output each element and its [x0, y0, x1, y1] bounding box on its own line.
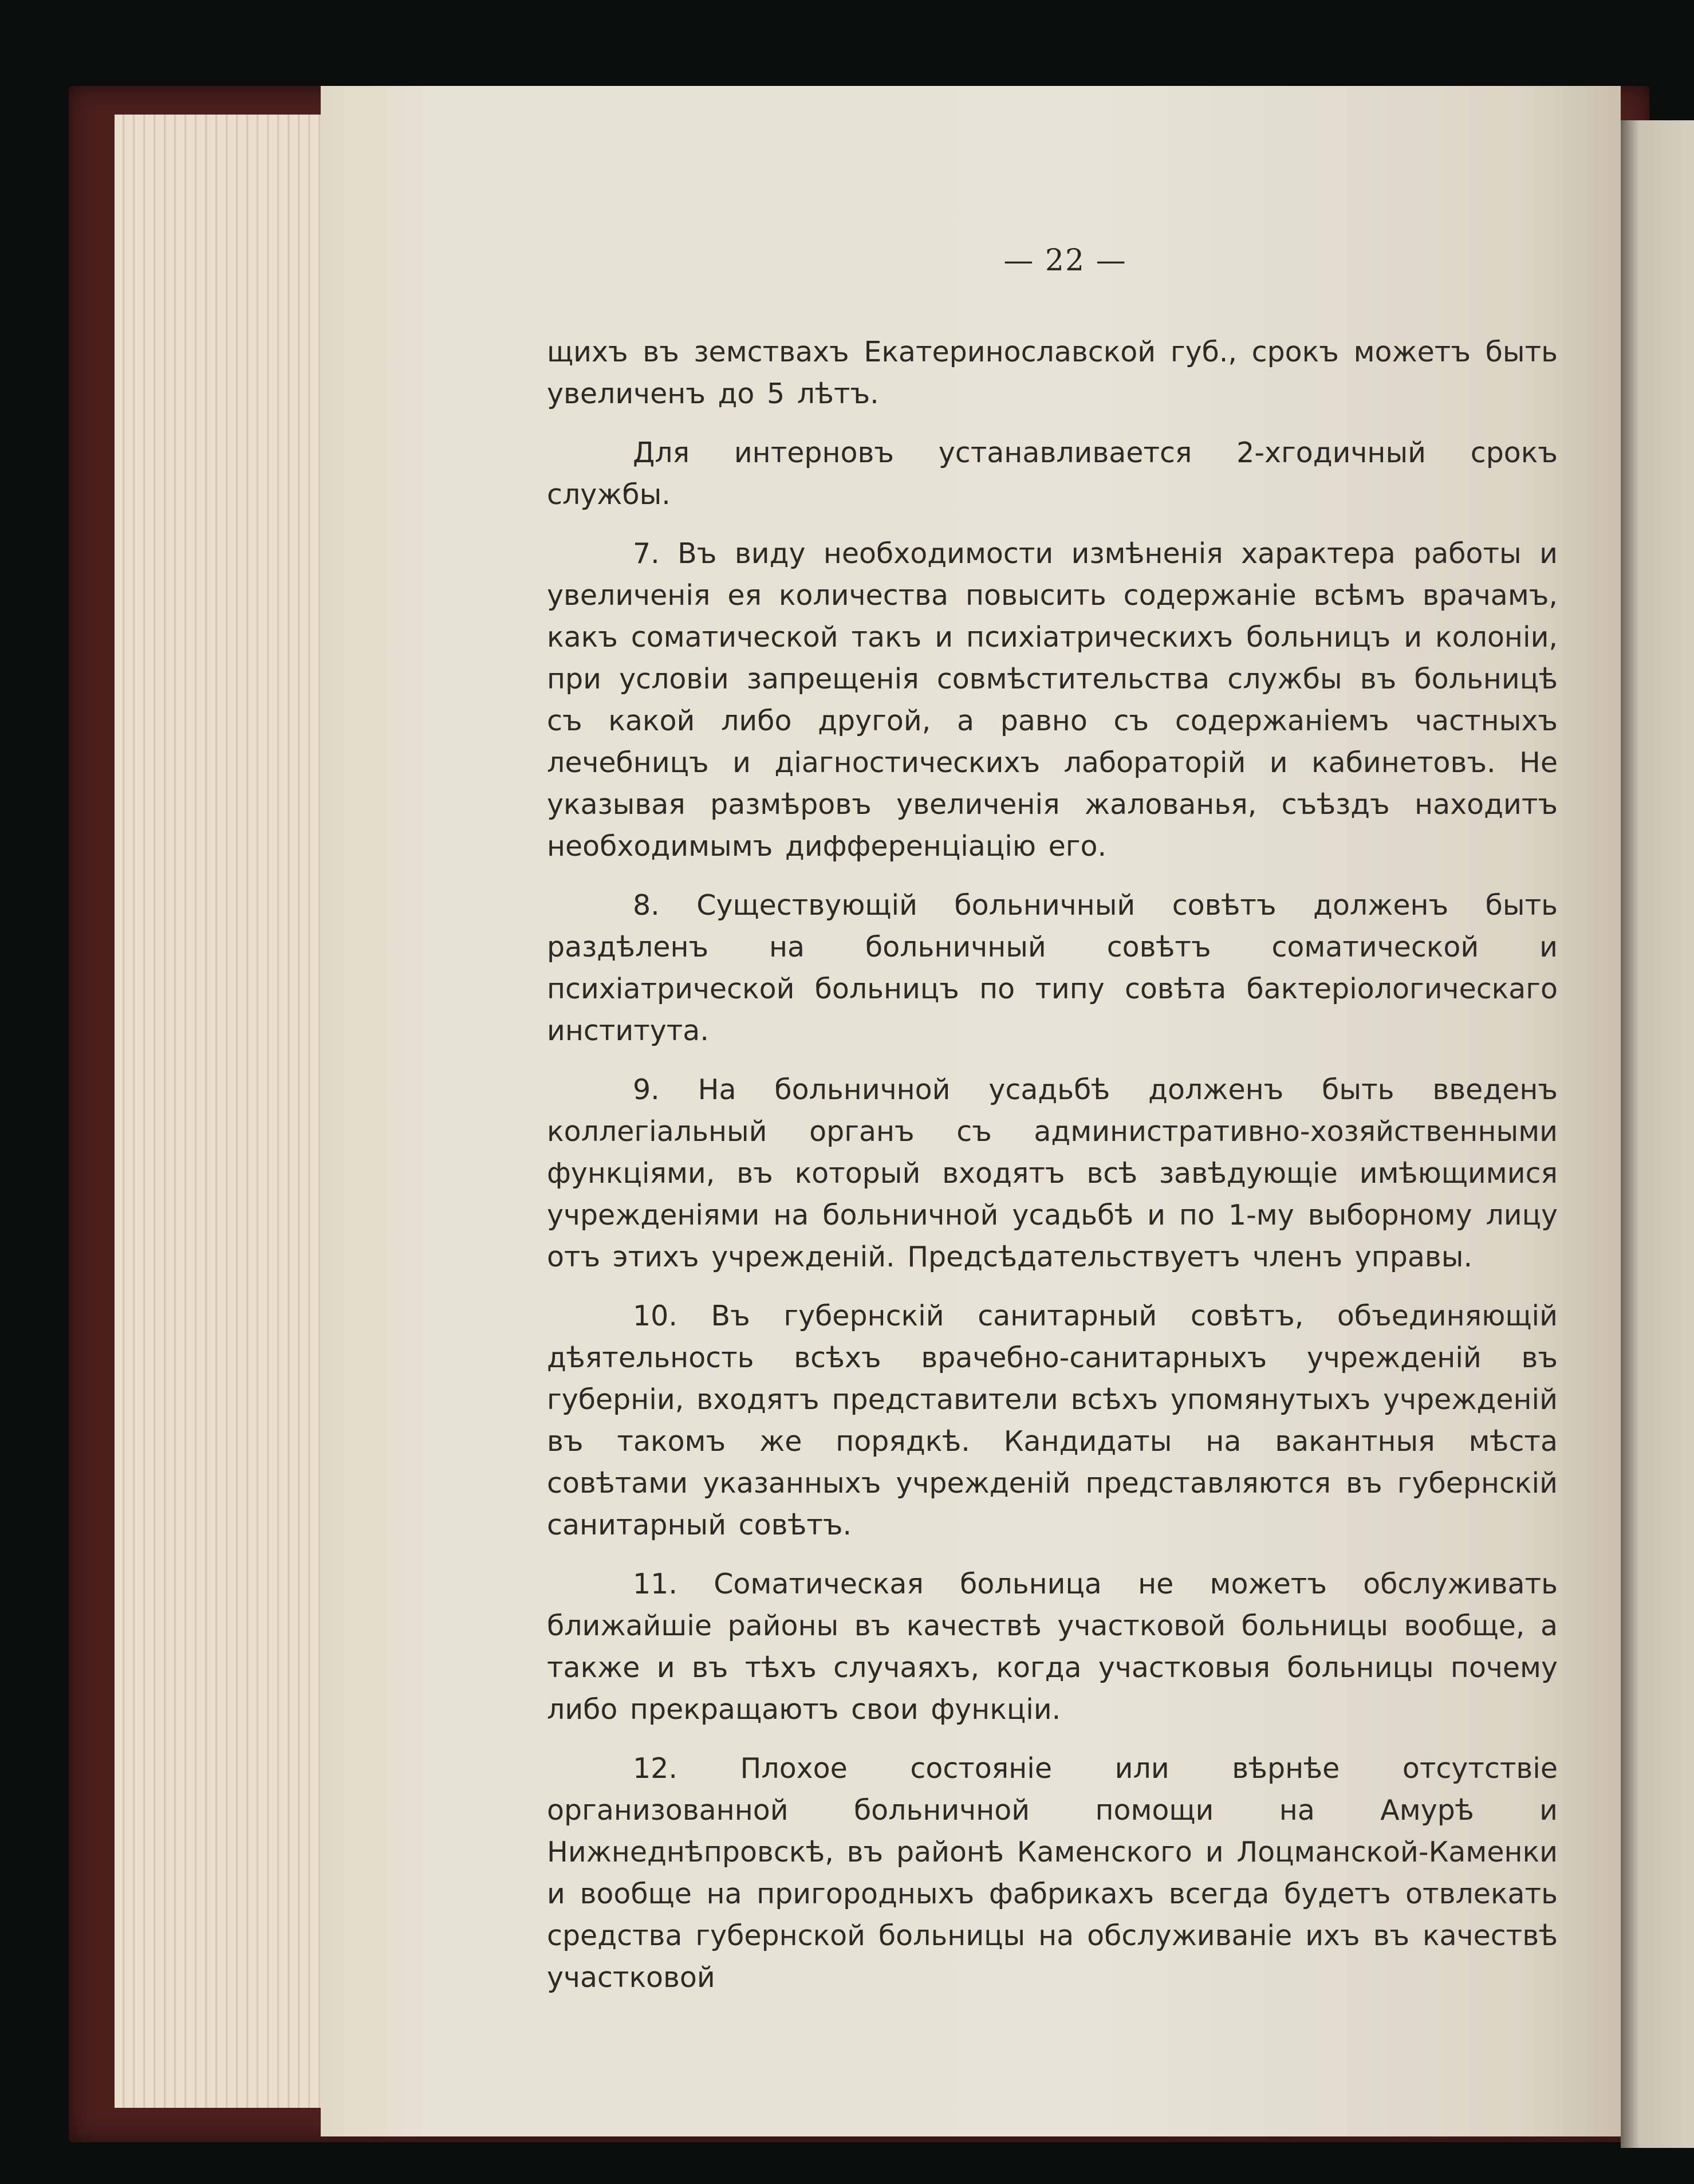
paragraph: 7. Въ виду необходимости измѣненія характера работы и увеличенія ея количества повысить содержаніе всѣмъ врачамъ, какъ соматической такъ и психіатрическихъ больницъ и колоніи, при условіи запрещенія совмѣстительства службы въ больницѣ съ какой либо другой, а равно съ содержаніемъ частныхъ лечебницъ и діагностическихъ лабораторій и кабинетовъ. Не указывая размѣровъ увеличенія жалованья, съѣздъ находитъ необходимымъ дифференціацію его.	[547, 537, 1558, 863]
paragraph: 11. Соматическая больница не можетъ обслуживать ближайшіе районы въ качествѣ участковой больницы вообще, а также и въ тѣхъ случаяхъ, когда участковыя больницы почему либо прекращаютъ свои функціи.	[547, 1568, 1558, 1726]
page-number: — 22 —	[1003, 243, 1127, 278]
page-body-text	[547, 331, 1558, 2016]
paragraph: 10. Въ губернскій санитарный совѣтъ, объединяющій дѣятельность всѣхъ врачебно-санитарныхъ учрежденій въ губерніи, входятъ представители всѣхъ упомянутыхъ учрежденій въ такомъ же порядкѣ. Кандидаты на вакантныя мѣста совѣтами указанныхъ учрежденій представляются въ губернскій санитарный совѣтъ.	[547, 1300, 1558, 1541]
paragraph: 9. На больничной усадьбѣ долженъ быть введенъ коллегіальный органъ съ административно-хозяйственными функціями, въ который входятъ всѣ завѣдующіе имѣющимися учрежденіями на больничной усадьбѣ и по 1-му выборному лицу отъ этихъ учрежденій. Предсѣдательствуетъ членъ управы.	[547, 1073, 1558, 1273]
page-stack-edges	[115, 115, 332, 2108]
paragraph: 8. Существующій больничный совѣтъ долженъ быть раздѣленъ на больничный совѣтъ соматической и психіатрической больницъ по типу совѣта бактеріологическаго института.	[547, 889, 1558, 1047]
facing-page-edge	[1621, 120, 1694, 2148]
paragraph: 12. Плохое состояніе или вѣрнѣе отсутствіе организованной больничной помощи на Амурѣ и Нижнеднѣпровскѣ, въ районѣ Каменского и Лоцманской-Каменки и вообще на пригородныхъ фабрикахъ всегда будетъ отвлекать средства губернской больницы на обслуживаніе ихъ въ качествѣ участковой	[547, 1752, 1558, 1994]
paragraph: Для интерновъ устанавливается 2-хгодичный срокъ службы.	[547, 436, 1558, 511]
paragraph: щихъ въ земствахъ Екатеринославской губ., срокъ можетъ быть увеличенъ до 5 лѣтъ.	[547, 336, 1558, 410]
